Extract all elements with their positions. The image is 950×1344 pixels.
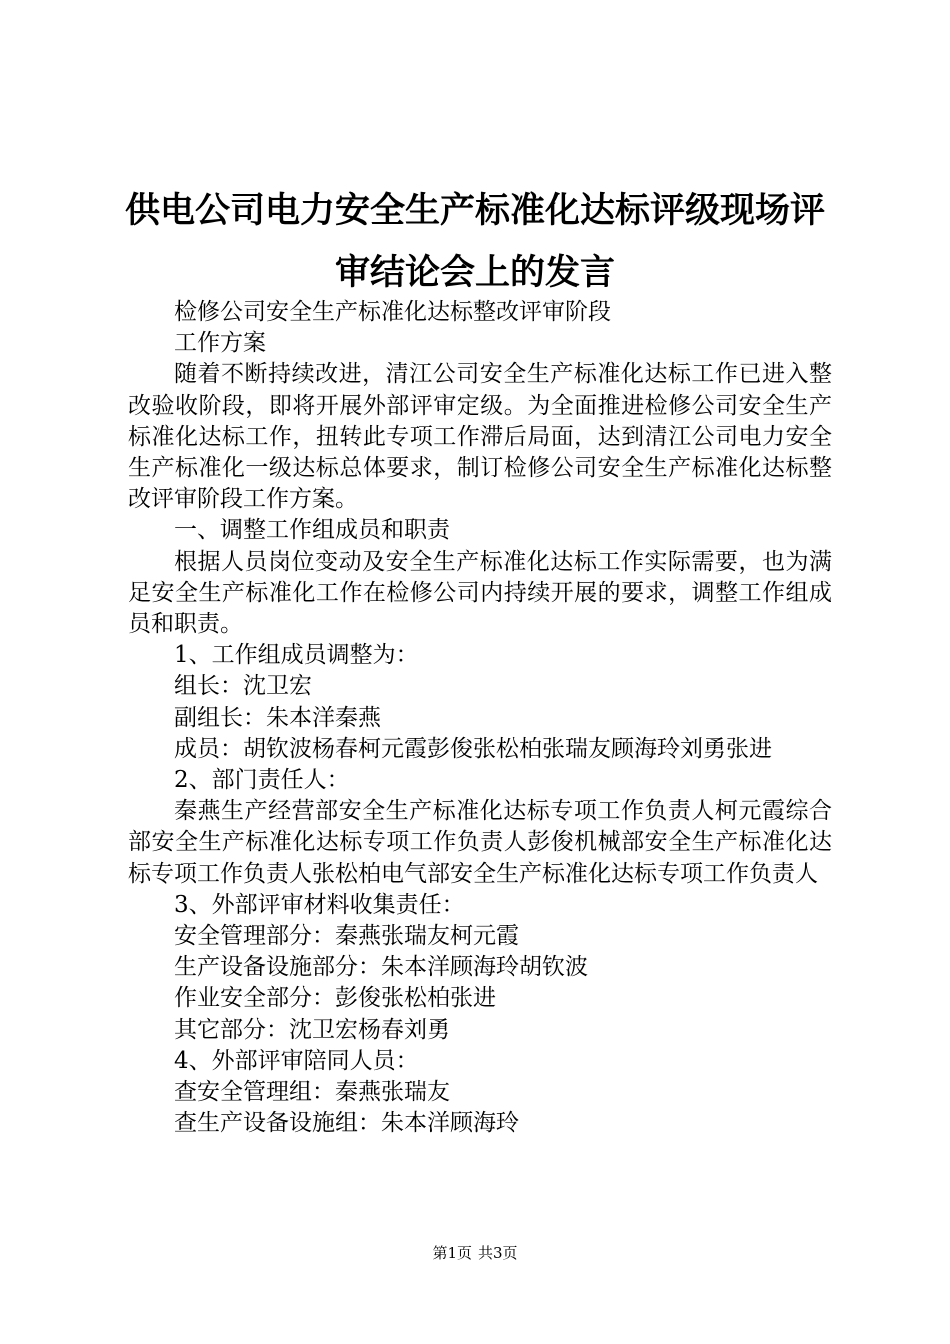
page-number: 第1页 [432,1244,472,1262]
document-body [128,297,832,1139]
paragraph: 副组长：朱本洋秦燕 [174,704,381,731]
paragraph: 工作方案 [174,330,266,357]
page-total: 共3页 [478,1244,518,1262]
paragraph: 组长：沈卫宏 [174,673,312,700]
paragraph: 作业安全部分：彭俊张松柏张进 [174,985,496,1012]
paragraph: 2、部门责任人： [174,767,350,794]
paragraph: 安全管理部分：秦燕张瑞友柯元霞 [174,923,519,950]
paragraph: 根据人员岗位变动及安全生产标准化达标工作实际需要，也为满足安全生产标准化工作在检修公司内持续开展的要求，调整工作组成员和职责。 [128,548,832,638]
page-footer [0,1243,950,1263]
paragraph: 3、外部评审材料收集责任： [174,891,465,918]
paragraph: 1、工作组成员调整为： [174,642,419,669]
paragraph: 秦燕生产经营部安全生产标准化达标专项工作负责人柯元霞综合部安全生产标准化达标专项工作负责人彭俊机械部安全生产标准化达标专项工作负责人张松柏电气部安全生产标准化达标专项工作负责人 [128,798,832,887]
paragraph: 一、调整工作组成员和职责 [174,517,450,544]
paragraph: 检修公司安全生产标准化达标整改评审阶段 [174,299,611,325]
paragraph: 4、外部评审陪同人员： [174,1047,419,1074]
paragraph: 随着不断持续改进，清江公司安全生产标准化达标工作已进入整改验收阶段，即将开展外部评审定级。为全面推进检修公司安全生产标准化达标工作，扭转此专项工作滞后局面，达到清江公司电力安全生产标准化一级达标总体要求，制订检修公司安全生产标准化达标整改评审阶段工作方案。 [128,361,832,513]
paragraph: 生产设备设施部分：朱本洋顾海玲胡钦波 [174,954,588,981]
paragraph: 成员：胡钦波杨春柯元霞彭俊张松柏张瑞友顾海玲刘勇张进 [174,735,772,762]
paragraph: 查安全管理组：秦燕张瑞友 [174,1079,450,1106]
document-title: 供电公司电力安全生产标准化达标评级现场评审结论会上的发言 [124,191,825,293]
paragraph: 其它部分：沈卫宏杨春刘勇 [174,1016,450,1043]
paragraph: 查生产设备设施组：朱本洋顾海玲 [174,1110,519,1137]
